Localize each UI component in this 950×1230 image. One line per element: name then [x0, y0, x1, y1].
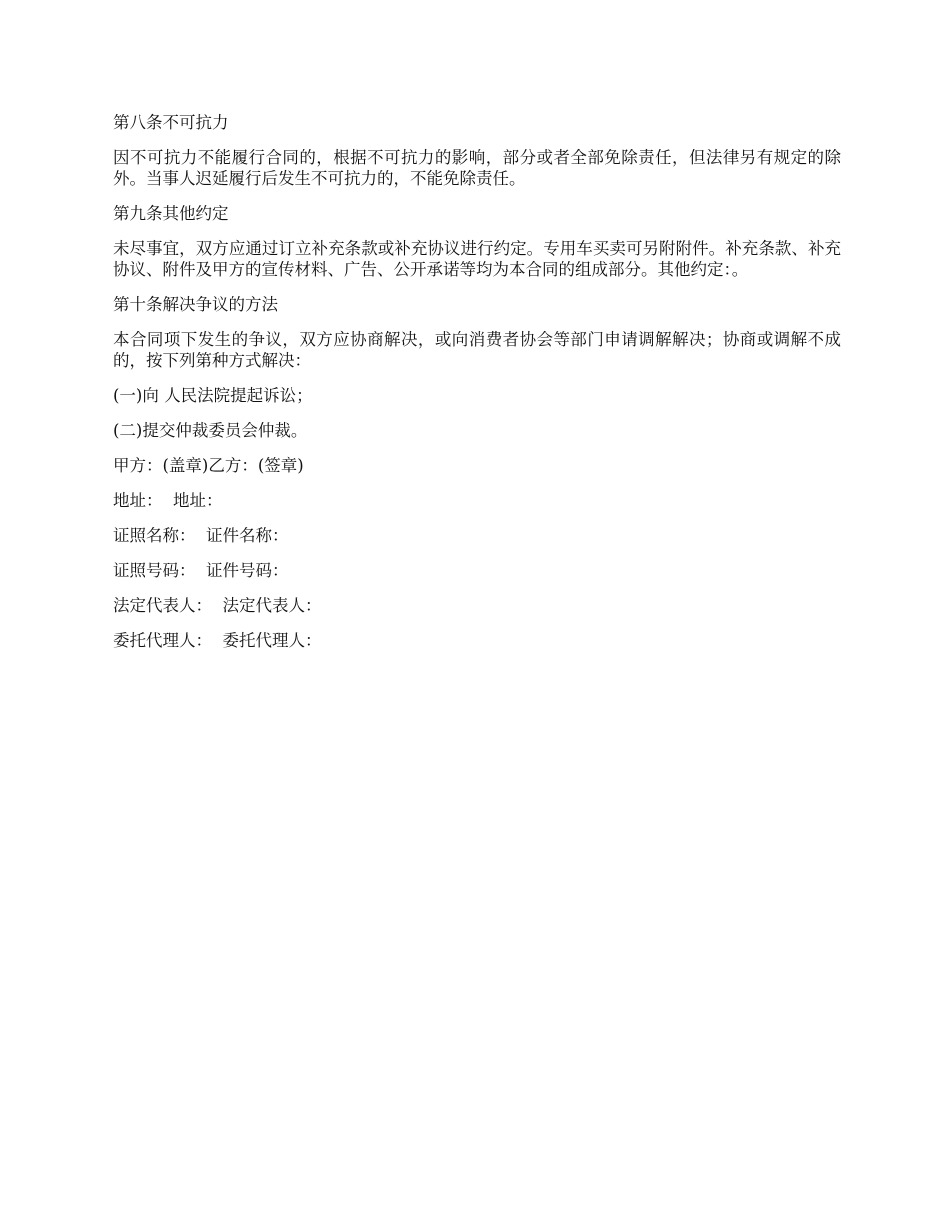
signature-line: 甲方：(盖章)乙方：(签章) — [113, 456, 304, 475]
license-name-line: 证照名称： 证件名称： — [113, 526, 289, 545]
dispute-option-2: (二)提交仲裁委员会仲裁。 — [113, 421, 308, 440]
license-number-line: 证照号码： 证件号码： — [113, 561, 289, 580]
legal-representative-line: 法定代表人： 法定代表人： — [113, 596, 322, 615]
article-10-body: 本合同项下发生的争议，双方应协商解决，或向消费者协会等部门申请调解解决；协商或调解不成的，按下列第种方式解决： — [113, 330, 841, 370]
document-page — [113, 112, 841, 665]
article-10-heading: 第十条解决争议的方法 — [113, 295, 278, 314]
article-9-heading: 第九条其他约定 — [113, 204, 229, 223]
dispute-option-1: (一)向 人民法院提起诉讼； — [113, 386, 313, 405]
address-line: 地址： 地址： — [113, 491, 223, 510]
article-8-heading: 第八条不可抗力 — [113, 113, 229, 132]
article-9-body: 未尽事宜，双方应通过订立补充条款或补充协议进行约定。专用车买卖可另附附件。补充条款、补充协议、附件及甲方的宣传材料、广告、公开承诺等均为本合同的组成部分。其他约定：。 — [113, 239, 841, 279]
authorized-agent-line: 委托代理人： 委托代理人： — [113, 631, 322, 650]
article-8-body: 因不可抗力不能履行合同的，根据不可抗力的影响，部分或者全部免除责任，但法律另有规定的除外。当事人迟延履行后发生不可抗力的，不能免除责任。 — [113, 148, 841, 188]
